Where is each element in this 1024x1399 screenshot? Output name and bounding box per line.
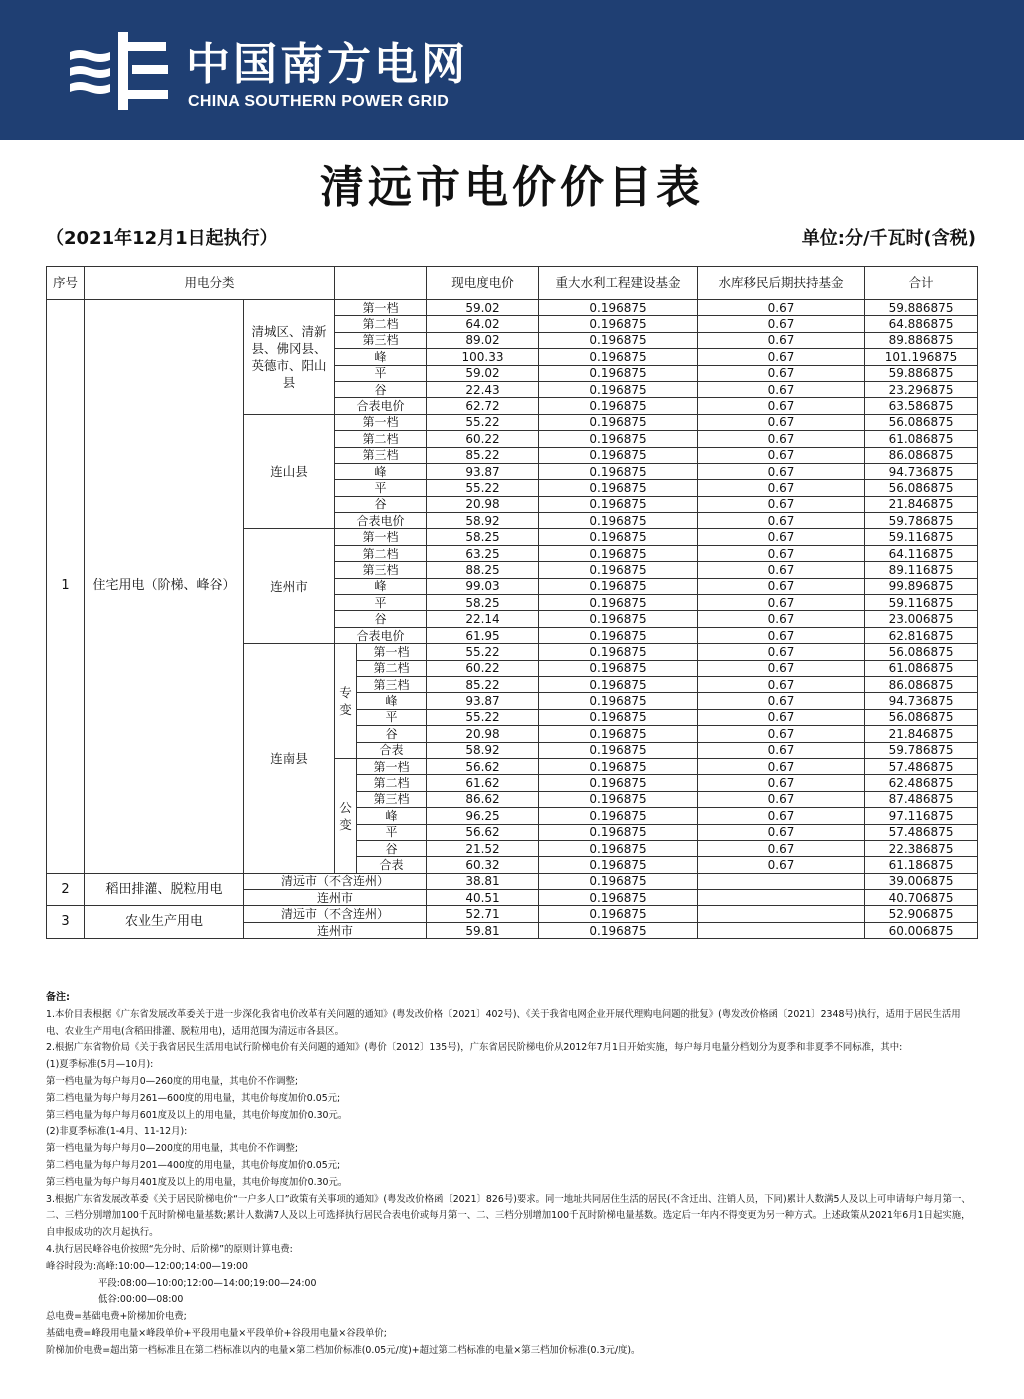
tier-cell: 合表电价	[335, 513, 427, 529]
price-cell: 22.43	[427, 381, 539, 397]
note-line: 基础电费=峰段用电量×峰段单价+平段用电量×平段单价+谷段用电量×谷段单价;	[46, 1327, 387, 1339]
price-cell: 40.51	[427, 890, 539, 906]
total-cell: 101.196875	[865, 349, 978, 365]
total-cell: 57.486875	[865, 824, 978, 840]
reservoir-fund-cell: 0.67	[698, 545, 865, 561]
total-cell: 56.086875	[865, 414, 978, 430]
water-fund-cell: 0.196875	[539, 595, 698, 611]
price-cell: 60.22	[427, 660, 539, 676]
note-line: 第二档电量为每户每月261—600度的用电量，其电价每度加价0.05元;	[46, 1092, 341, 1104]
total-cell: 23.006875	[865, 611, 978, 627]
tier-cell: 第一档	[357, 644, 427, 660]
total-cell: 94.736875	[865, 693, 978, 709]
water-fund-cell: 0.196875	[539, 480, 698, 496]
tier-cell: 第二档	[335, 545, 427, 561]
water-fund-cell: 0.196875	[539, 513, 698, 529]
reservoir-fund-cell: 0.67	[698, 676, 865, 692]
tier-cell: 谷	[335, 496, 427, 512]
total-cell: 61.086875	[865, 431, 978, 447]
water-fund-cell: 0.196875	[539, 709, 698, 725]
reservoir-fund-cell: 0.67	[698, 742, 865, 758]
price-cell: 60.32	[427, 857, 539, 873]
price-cell: 86.62	[427, 791, 539, 807]
page-title: 清远市电价价目表	[320, 162, 704, 213]
area-cell: 清远市（不含连州）	[244, 873, 427, 889]
total-cell: 86.086875	[865, 676, 978, 692]
price-cell: 93.87	[427, 693, 539, 709]
price-cell: 88.25	[427, 562, 539, 578]
header-seq: 序号	[47, 267, 85, 300]
note-line: 阶梯加价电费=超出第一档标准且在第二档标准以内的电量×第二档加价标准(0.05元/度)+超过第二档标准的电量×第三档加价标准(0.3元/度)。	[46, 1344, 641, 1356]
tier-cell: 平	[357, 709, 427, 725]
category-cell: 住宅用电（阶梯、峰谷）	[85, 300, 244, 874]
table-row	[47, 906, 978, 922]
reservoir-fund-cell: 0.67	[698, 414, 865, 430]
reservoir-fund-cell: 0.67	[698, 824, 865, 840]
water-fund-cell: 0.196875	[539, 332, 698, 348]
water-fund-cell: 0.196875	[539, 562, 698, 578]
total-cell: 64.886875	[865, 316, 978, 332]
total-cell: 59.886875	[865, 300, 978, 316]
tier-cell: 第三档	[335, 562, 427, 578]
brand-header	[0, 0, 1024, 140]
area-cell: 连州市	[244, 890, 427, 906]
water-fund-cell: 0.196875	[539, 349, 698, 365]
reservoir-fund-cell: 0.67	[698, 431, 865, 447]
total-cell: 89.886875	[865, 332, 978, 348]
reservoir-fund-cell	[698, 906, 865, 922]
note-line: 3.根据广东省发展改革委《关于居民阶梯电价“一户多人口”政策有关事项的通知》(粤发改价格函〔2021〕826号)要求。同一地址共同居住生活的居民(不含迁出、注销人员，下同)累计人数满5人及以上可申请每户每月第一、二、三档分别增加100千瓦时阶梯电量基数;累计人数满7人及以上可选择执行居民合表电价或每月第一、二、三档分别增加100千瓦时阶梯电量基数。选定后一年内不得变更为另一种方式。上述政策从2021年6月1日起实施，自申报成功的次月起执行。	[46, 1193, 971, 1239]
note-line: 第三档电量为每户每月601度及以上的用电量，其电价每度加价0.30元。	[46, 1109, 348, 1121]
note-line: 平段:08:00—10:00;12:00—14:00;19:00—24:00	[98, 1277, 317, 1289]
water-fund-cell: 0.196875	[539, 300, 698, 316]
note-line: 4.执行居民峰谷电价按照“先分时、后阶梯”的原则计算电费:	[46, 1243, 293, 1255]
price-cell: 59.02	[427, 365, 539, 381]
total-cell: 21.846875	[865, 726, 978, 742]
price-cell: 85.22	[427, 447, 539, 463]
note-line: 峰谷时段为:高峰:10:00—12:00;14:00—19:00	[46, 1260, 248, 1272]
region-cell: 连山县	[244, 414, 335, 529]
water-fund-cell: 0.196875	[539, 873, 698, 889]
price-cell: 60.22	[427, 431, 539, 447]
table-row	[47, 873, 978, 889]
reservoir-fund-cell: 0.67	[698, 365, 865, 381]
water-fund-cell: 0.196875	[539, 742, 698, 758]
china-southern-power-grid-logo-icon	[66, 32, 171, 112]
tier-cell: 第三档	[335, 447, 427, 463]
price-cell: 64.02	[427, 316, 539, 332]
tier-cell: 平	[335, 480, 427, 496]
total-cell: 61.186875	[865, 857, 978, 873]
total-cell: 61.086875	[865, 660, 978, 676]
tier-cell: 合表电价	[335, 627, 427, 643]
unit-label: 单位:分/千瓦时(含税)	[801, 228, 976, 249]
reservoir-fund-cell: 0.67	[698, 562, 865, 578]
price-cell: 93.87	[427, 463, 539, 479]
total-cell: 59.886875	[865, 365, 978, 381]
tier-cell: 合表	[357, 742, 427, 758]
water-fund-cell: 0.196875	[539, 922, 698, 938]
reservoir-fund-cell	[698, 873, 865, 889]
water-fund-cell: 0.196875	[539, 857, 698, 873]
note-line: 第一档电量为每户每月0—260度的用电量，其电价不作调整;	[46, 1075, 299, 1087]
price-cell: 55.22	[427, 480, 539, 496]
reservoir-fund-cell: 0.67	[698, 595, 865, 611]
price-cell: 55.22	[427, 414, 539, 430]
water-fund-cell: 0.196875	[539, 627, 698, 643]
reservoir-fund-cell: 0.67	[698, 758, 865, 774]
total-cell: 59.786875	[865, 513, 978, 529]
tier-cell: 第二档	[357, 660, 427, 676]
reservoir-fund-cell: 0.67	[698, 300, 865, 316]
water-fund-cell: 0.196875	[539, 676, 698, 692]
header-total: 合计	[865, 267, 978, 300]
water-fund-cell: 0.196875	[539, 365, 698, 381]
tier-cell: 第三档	[357, 676, 427, 692]
total-cell: 87.486875	[865, 791, 978, 807]
total-cell: 86.086875	[865, 447, 978, 463]
price-cell: 59.81	[427, 922, 539, 938]
note-line: (1)夏季标准(5月—10月):	[46, 1059, 154, 1071]
total-cell: 99.896875	[865, 578, 978, 594]
reservoir-fund-cell: 0.67	[698, 857, 865, 873]
water-fund-cell: 0.196875	[539, 611, 698, 627]
tier-cell: 第三档	[335, 332, 427, 348]
price-cell: 96.25	[427, 808, 539, 824]
tier-cell: 峰	[357, 693, 427, 709]
total-cell: 59.116875	[865, 595, 978, 611]
water-fund-cell: 0.196875	[539, 529, 698, 545]
total-cell: 22.386875	[865, 840, 978, 856]
tier-cell: 合表	[357, 857, 427, 873]
region-cell: 连南县	[244, 644, 335, 873]
total-cell: 56.086875	[865, 709, 978, 725]
reservoir-fund-cell: 0.67	[698, 840, 865, 856]
total-cell: 21.846875	[865, 496, 978, 512]
reservoir-fund-cell: 0.67	[698, 513, 865, 529]
note-line: 1.本价目表根据《广东省发展改革委关于进一步深化我省电价改革有关问题的通知》(粤发改价格〔2021〕402号)、《关于我省电网企业开展代理购电问题的批复》(粤发改价格函〔2021〕2348号)执行，适用于居民生活用电、农业生产用电(含稻田排灌、脱粒用电)，适用范围为清远市各县区。	[46, 1008, 961, 1037]
tier-cell: 第二档	[357, 775, 427, 791]
total-cell: 60.006875	[865, 922, 978, 938]
water-fund-cell: 0.196875	[539, 545, 698, 561]
tier-cell: 合表电价	[335, 398, 427, 414]
reservoir-fund-cell: 0.67	[698, 775, 865, 791]
total-cell: 94.736875	[865, 463, 978, 479]
water-fund-cell: 0.196875	[539, 890, 698, 906]
price-cell: 59.02	[427, 300, 539, 316]
water-fund-cell: 0.196875	[539, 824, 698, 840]
tier-cell: 峰	[335, 578, 427, 594]
reservoir-fund-cell: 0.67	[698, 660, 865, 676]
reservoir-fund-cell: 0.67	[698, 709, 865, 725]
reservoir-fund-cell: 0.67	[698, 726, 865, 742]
reservoir-fund-cell: 0.67	[698, 480, 865, 496]
reservoir-fund-cell: 0.67	[698, 611, 865, 627]
total-cell: 63.586875	[865, 398, 978, 414]
price-cell: 21.52	[427, 840, 539, 856]
reservoir-fund-cell: 0.67	[698, 447, 865, 463]
brand-name-en: CHINA SOUTHERN POWER GRID	[188, 93, 450, 110]
price-cell: 56.62	[427, 758, 539, 774]
reservoir-fund-cell: 0.67	[698, 808, 865, 824]
reservoir-fund-cell: 0.67	[698, 398, 865, 414]
total-cell: 97.116875	[865, 808, 978, 824]
total-cell: 62.486875	[865, 775, 978, 791]
row-seq: 2	[47, 873, 85, 906]
total-cell: 57.486875	[865, 758, 978, 774]
note-line: 第三档电量为每户每月401度及以上的用电量，其电价每度加价0.30元。	[46, 1176, 348, 1188]
tier-cell: 平	[335, 595, 427, 611]
note-line: 低谷:00:00—08:00	[98, 1294, 184, 1306]
total-cell: 40.706875	[865, 890, 978, 906]
water-fund-cell: 0.196875	[539, 447, 698, 463]
water-fund-cell: 0.196875	[539, 808, 698, 824]
price-cell: 52.71	[427, 906, 539, 922]
header-category: 用电分类	[85, 267, 335, 300]
water-fund-cell: 0.196875	[539, 758, 698, 774]
price-cell: 20.98	[427, 726, 539, 742]
header-fund-reservoir: 水库移民后期扶持基金	[698, 267, 865, 300]
reservoir-fund-cell: 0.67	[698, 463, 865, 479]
total-cell: 23.296875	[865, 381, 978, 397]
tier-cell: 平	[357, 824, 427, 840]
reservoir-fund-cell: 0.67	[698, 316, 865, 332]
reservoir-fund-cell: 0.67	[698, 529, 865, 545]
supply-type-cell: 专 变	[335, 644, 357, 759]
tier-cell: 谷	[335, 611, 427, 627]
table-header-row	[47, 267, 978, 300]
price-cell: 62.72	[427, 398, 539, 414]
price-cell: 100.33	[427, 349, 539, 365]
price-cell: 58.25	[427, 529, 539, 545]
water-fund-cell: 0.196875	[539, 398, 698, 414]
reservoir-fund-cell: 0.67	[698, 381, 865, 397]
tier-cell: 第一档	[335, 414, 427, 430]
reservoir-fund-cell: 0.67	[698, 496, 865, 512]
total-cell: 64.116875	[865, 545, 978, 561]
water-fund-cell: 0.196875	[539, 775, 698, 791]
water-fund-cell: 0.196875	[539, 791, 698, 807]
price-cell: 61.62	[427, 775, 539, 791]
price-cell: 61.95	[427, 627, 539, 643]
header-fund-water: 重大水利工程建设基金	[539, 267, 698, 300]
reservoir-fund-cell: 0.67	[698, 644, 865, 660]
reservoir-fund-cell: 0.67	[698, 349, 865, 365]
tier-cell: 峰	[335, 463, 427, 479]
supply-type-cell: 公 变	[335, 758, 357, 873]
total-cell: 39.006875	[865, 873, 978, 889]
region-cell: 连州市	[244, 529, 335, 644]
total-cell: 89.116875	[865, 562, 978, 578]
price-cell: 58.92	[427, 513, 539, 529]
tier-cell: 峰	[357, 808, 427, 824]
price-cell: 56.62	[427, 824, 539, 840]
row-seq: 3	[47, 906, 85, 939]
note-line: (2)非夏季标准(1-4月、11-12月):	[46, 1126, 188, 1138]
water-fund-cell: 0.196875	[539, 840, 698, 856]
row-seq: 1	[47, 300, 85, 874]
water-fund-cell: 0.196875	[539, 496, 698, 512]
tier-cell: 谷	[335, 381, 427, 397]
water-fund-cell: 0.196875	[539, 906, 698, 922]
water-fund-cell: 0.196875	[539, 644, 698, 660]
price-cell: 38.81	[427, 873, 539, 889]
note-line: 2.根据广东省物价局《关于我省居民生活用电试行阶梯电价有关问题的通知》(粤价〔2012〕135号)，广东省居民阶梯电价从2012年7月1日开始实施，每户每月电量分档划分为夏季和非夏季不同标准，其中:	[46, 1042, 903, 1054]
reservoir-fund-cell: 0.67	[698, 791, 865, 807]
category-cell: 稻田排灌、脱粒用电	[85, 873, 244, 906]
tier-cell: 第三档	[357, 791, 427, 807]
tier-cell: 第一档	[357, 758, 427, 774]
header-subcategory	[335, 267, 427, 300]
notes-section	[46, 990, 976, 1360]
tier-cell: 谷	[357, 840, 427, 856]
water-fund-cell: 0.196875	[539, 660, 698, 676]
water-fund-cell: 0.196875	[539, 578, 698, 594]
water-fund-cell: 0.196875	[539, 431, 698, 447]
tier-cell: 平	[335, 365, 427, 381]
price-cell: 55.22	[427, 644, 539, 660]
price-cell: 63.25	[427, 545, 539, 561]
water-fund-cell: 0.196875	[539, 414, 698, 430]
notes-heading: 备注:	[46, 992, 70, 1003]
price-cell: 85.22	[427, 676, 539, 692]
water-fund-cell: 0.196875	[539, 463, 698, 479]
tier-cell: 第一档	[335, 529, 427, 545]
total-cell: 59.116875	[865, 529, 978, 545]
tier-cell: 第二档	[335, 316, 427, 332]
price-cell: 89.02	[427, 332, 539, 348]
note-line: 第一档电量为每户每月0—200度的用电量，其电价不作调整;	[46, 1143, 299, 1155]
total-cell: 56.086875	[865, 644, 978, 660]
tier-cell: 谷	[357, 726, 427, 742]
reservoir-fund-cell: 0.67	[698, 627, 865, 643]
total-cell: 62.816875	[865, 627, 978, 643]
price-cell: 22.14	[427, 611, 539, 627]
region-cell: 清城区、清新县、佛冈县、英德市、阳山县	[244, 300, 335, 415]
note-line: 第二档电量为每户每月201—400度的用电量，其电价每度加价0.05元;	[46, 1159, 341, 1171]
effective-date: （2021年12月1日起执行）	[46, 228, 278, 249]
header-price: 现电度电价	[427, 267, 539, 300]
price-cell: 58.92	[427, 742, 539, 758]
total-cell: 52.906875	[865, 906, 978, 922]
tier-cell: 峰	[335, 349, 427, 365]
tier-cell: 第二档	[335, 431, 427, 447]
reservoir-fund-cell	[698, 922, 865, 938]
reservoir-fund-cell: 0.67	[698, 693, 865, 709]
water-fund-cell: 0.196875	[539, 693, 698, 709]
water-fund-cell: 0.196875	[539, 316, 698, 332]
tariff-table-body	[47, 300, 978, 939]
tier-cell: 第一档	[335, 300, 427, 316]
note-line: 总电费=基础电费+阶梯加价电费;	[46, 1311, 187, 1323]
price-cell: 55.22	[427, 709, 539, 725]
category-cell: 农业生产用电	[85, 906, 244, 939]
price-cell: 20.98	[427, 496, 539, 512]
table-row	[47, 300, 978, 316]
price-cell: 58.25	[427, 595, 539, 611]
reservoir-fund-cell: 0.67	[698, 578, 865, 594]
area-cell: 清远市（不含连州）	[244, 906, 427, 922]
brand-name-cn: 中国南方电网	[186, 39, 468, 90]
tariff-table	[46, 266, 978, 939]
total-cell: 56.086875	[865, 480, 978, 496]
reservoir-fund-cell: 0.67	[698, 332, 865, 348]
total-cell: 59.786875	[865, 742, 978, 758]
water-fund-cell: 0.196875	[539, 726, 698, 742]
area-cell: 连州市	[244, 922, 427, 938]
reservoir-fund-cell	[698, 890, 865, 906]
water-fund-cell: 0.196875	[539, 381, 698, 397]
price-cell: 99.03	[427, 578, 539, 594]
